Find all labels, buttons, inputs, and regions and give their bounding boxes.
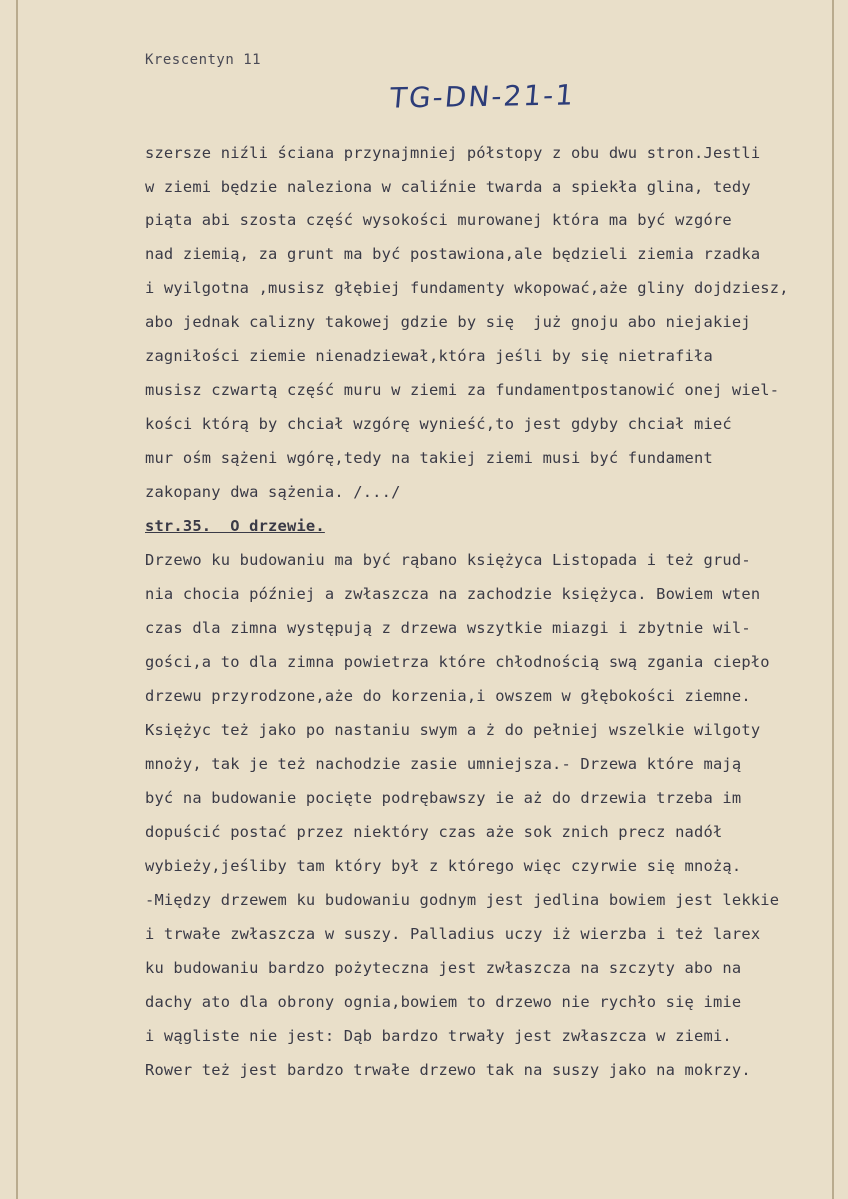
text-line: kości którą by chciał wzgórę wynieść,to jest gdyby chciał mieć (145, 415, 732, 433)
text-line: być na budowanie pocięte podrębawszy ie aż do drzewia trzeba im (145, 789, 742, 807)
text-line: abo jednak calizny takowej gdzie by się już gnoju abo niejakiej (145, 313, 751, 331)
page-left-edge (16, 0, 18, 1199)
text-line: dachy ato dla obrony ognia,bowiem to drzewo nie rychło się imie (145, 993, 742, 1011)
text-line: Rower też jest bardzo trwałe drzewo tak na suszy jako na mokrzy. (145, 1061, 751, 1079)
page-right-edge (832, 0, 834, 1199)
text-line: i wągliste nie jest: Dąb bardzo trwały jest zwłaszcza w ziemi. (145, 1027, 732, 1045)
page-header: Krescentyn 11 (145, 52, 262, 68)
text-line: mur ośm sążeni wgórę,tedy na takiej ziemi musi być fundament (145, 449, 713, 467)
text-line: w ziemi będzie naleziona w caliźnie twarda a spiekła glina, tedy (145, 178, 751, 196)
text-line: nia chocia później a zwłaszcza na zachodzie księżyca. Bowiem wten (145, 585, 761, 603)
section-heading: str.35. O drzewie. (145, 517, 325, 535)
text-line: piąta abi szosta część wysokości murowanej która ma być wzgóre (145, 211, 732, 229)
text-line: ku budowaniu bardzo pożyteczna jest zwłaszcza na szczyty abo na (145, 959, 742, 977)
text-line: mnoży, tak je też nachodzie zasie umniejsza.- Drzewa które mają (145, 755, 742, 773)
text-line: i trwałe zwłaszcza w suszy. Palladius uczy iż wierzba i też larex (145, 925, 761, 943)
text-line: dopuścić postać przez niektóry czas aże sok znich precz nadół (145, 823, 723, 841)
text-line: szersze niźli ściana przynajmniej półstopy z obu dwu stron.Jestli (145, 144, 761, 162)
text-line: i wyilgotna ,musisz głębiej fundamenty wkopować,aże gliny dojdziesz, (145, 279, 789, 297)
text-line: Księżyc też jako po nastaniu swym a ż do pełniej wszelkie wilgoty (145, 721, 761, 739)
text-line: nad ziemią, za grunt ma być postawiona,ale będzieli ziemia rzadka (145, 245, 761, 263)
text-line: -Między drzewem ku budowaniu godnym jest jedlina bowiem jest lekkie (145, 891, 780, 909)
text-line: gości,a to dla zimna powietrza które chłodnością swą zgania ciepło (145, 653, 770, 671)
text-line: zakopany dwa sążenia. /.../ (145, 483, 401, 501)
text-line: Drzewo ku budowaniu ma być rąbano księżyca Listopada i też grud- (145, 551, 751, 569)
text-line: drzewu przyrodzone,aże do korzenia,i owszem w głębokości ziemne. (145, 687, 751, 705)
text-line: wybieży,jeśliby tam który był z którego więc czyrwie się mnożą. (145, 857, 742, 875)
text-line: zagniłości ziemie nienadziewał,która jeśli by się nietrafiła (145, 347, 713, 365)
catalog-mark: TG-DN-21-1 (388, 78, 577, 115)
text-line: musisz czwartą część muru w ziemi za fundamentpostanowić onej wiel- (145, 381, 780, 399)
text-line: czas dla zimna występują z drzewa wszytkie miazgi i zbytnie wil- (145, 619, 751, 637)
